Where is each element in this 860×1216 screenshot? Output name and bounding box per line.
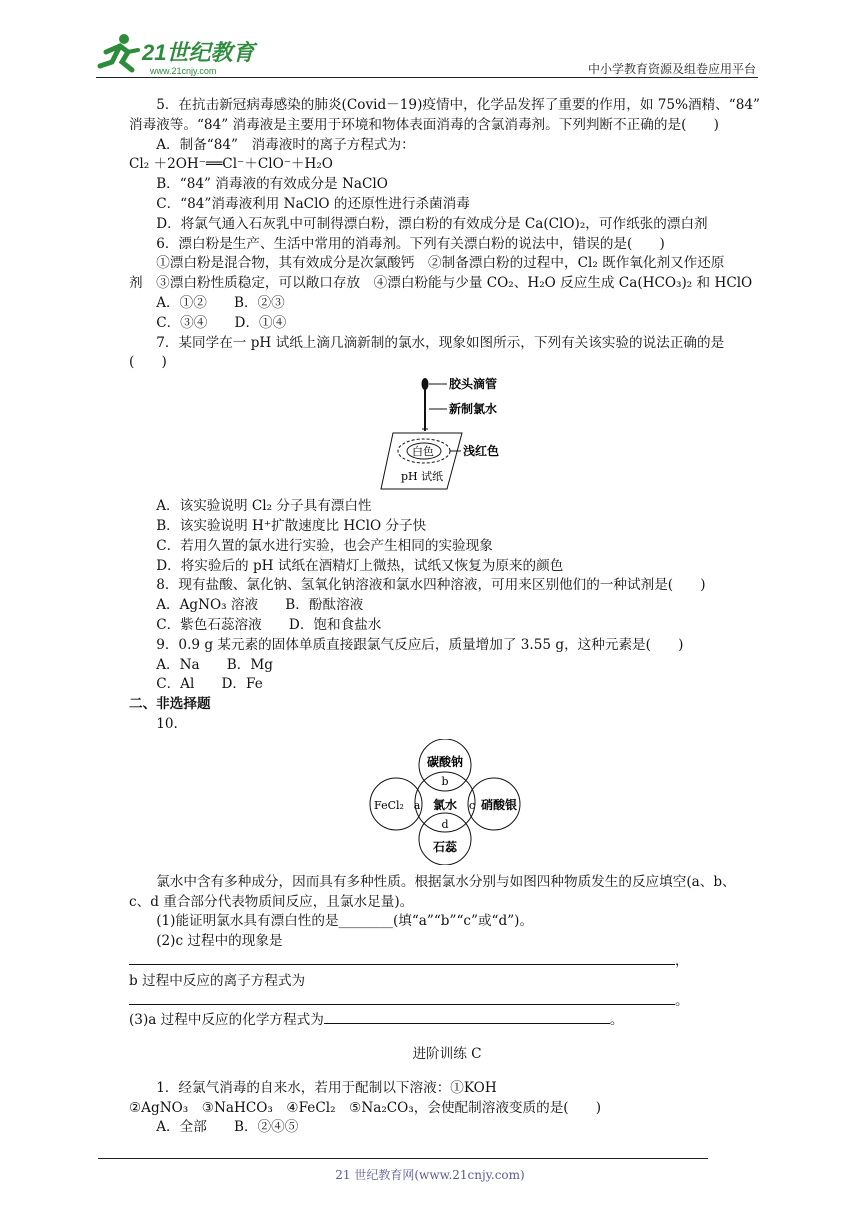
q5-option-a: A．制备“84” 消毒液时的离子方程式为： [156,136,415,153]
section-heading-c: 进阶训练 C [412,1046,482,1063]
q6-options-cd: C．③④ D．①④ [156,314,287,331]
q7-figure [129,375,765,493]
q10-sub3-end: 。 [609,1012,624,1029]
q7-option-b: B．该实验说明 H⁺扩散速度比 HClO 分子快 [156,517,427,534]
answer-blank-c[interactable] [129,952,675,965]
label-chlorine-water: 新制氯水 [449,402,498,417]
q10-figure [129,739,765,865]
q6-options-ab: A．①② B．②③ [156,294,285,311]
c1-stem-line1: 1．经氯气消毒的自来水，若用于配制以下溶液：①KOH [156,1079,497,1096]
label-fecl2: FeCl₂ [374,798,404,812]
label-silver-nitrate: 硝酸银 [480,797,518,812]
q10-number: 10. [156,715,178,732]
site-logo [92,32,262,78]
runner-icon [100,34,138,70]
q9-stem: 9．0.9 g 某元素的固体单质直接跟氯气反应后，质量增加了 3.55 g，这种元素是( ) [156,636,684,653]
q7-stem-line2: ( ) [129,354,167,371]
q10-text-line2: c、d 重合部分代表物质间反应，且氯水足量)。 [129,893,414,910]
q10-sub2-end: ， [675,952,689,969]
q5-stem-line1: 5．在抗击新冠病毒感染的肺炎(Covid－19)疫情中，化学品发挥了重要的作用，如 75%酒精、“84” [156,97,760,113]
label-light-red: 浅红色 [463,444,500,459]
q7-option-c: C．若用久置的氯水进行实验，也会产生相同的实验现象 [156,537,493,554]
label-dropper: 胶头滴管 [449,377,498,392]
chlorine-water-venn-diagram [129,739,765,865]
label-d: d [441,817,449,831]
footer-divider [98,1158,708,1159]
q10-sub1: (1)能证明氯水具有漂白性的是________(填“a”“b”“c”或“d”)。 [156,913,534,930]
label-c: c [468,798,476,812]
header-divider [96,77,758,78]
label-white: 白色 [412,445,434,459]
c1-options-ab: A．全部 B．②④⑤ [156,1119,299,1136]
q7-option-a: A．该实验说明 Cl₂ 分子具有漂白性 [156,498,372,515]
q6-statement-1: ①漂白粉是混合物，其有效成分是次氯酸钙 ②制备漂白粉的过程中，Cl₂ 既作氧化剂又作还原 [156,255,725,272]
label-litmus: 石蕊 [432,839,458,854]
section-heading-nonchoice: 二、非选择题 [129,696,211,713]
dropper-icon [422,378,429,431]
q10-sub3: (3)a 过程中反应的化学方程式为 [129,1012,324,1029]
q10-sub2b-end: 。 [675,992,689,1009]
footer-text: 21 世纪教育网(www.21cnjy.com) [335,1168,525,1182]
q10-sub2: (2)c 过程中的现象是 [156,933,283,950]
q6-stem: 6．漂白粉是生产、生活中常用的消毒剂。下列有关漂白粉的说法中，错误的是( ) [156,235,665,252]
q7-option-d: D．将实验后的 pH 试纸在酒精灯上微热，试纸又恢复为原来的颜色 [156,557,564,574]
label-ph-paper: pH 试纸 [401,470,444,484]
header-platform-text: 中小学教育资源及组卷应用平台 [587,62,756,76]
answer-blank-b[interactable] [129,992,675,1005]
q8-stem: 8．现有盐酸、氯化钠、氢氧化钠溶液和氯水四种溶液，可用来区别他们的一种试剂是( ) [156,577,706,594]
q5-option-c: C．“84”消毒液利用 NaClO 的还原性进行杀菌消毒 [156,195,470,212]
q5-option-b: B．“84” 消毒液的有效成分是 NaClO [156,176,388,193]
answer-blank-a[interactable] [324,1011,610,1024]
label-chlorine-water-center: 氯水 [432,797,458,812]
q10-sub3-line [129,1011,765,1031]
q7-stem-line1: 7．某同学在一 pH 试纸上滴几滴新制的氯水，现象如图所示，下列有关该实验的说法正确的是 [156,334,725,351]
q8-options-cd: C．紫色石蕊溶液 D．饱和食盐水 [156,616,382,633]
c1-stem-line2: ②AgNO₃ ③NaHCO₃ ④FeCl₂ ⑤Na₂CO₃，会使配制溶液变质的是( ) [129,1099,602,1116]
label-a: a [413,798,421,812]
q8-options-ab: A．AgNO₃ 溶液 B．酚酞溶液 [156,597,364,614]
q10-sub2b: b 过程中反应的离子方程式为 [129,972,306,989]
q5-option-a-equation: Cl₂ ＋2OH⁻══Cl⁻＋ClO⁻＋H₂O [129,156,333,173]
q10-text-line1: 氯水中含有多种成分，因而具有多种性质。根据氯水分别与如图四种物质发生的反应填空(a、b、 [156,873,736,890]
q5-option-d: D．将氯气通入石灰乳中可制得漂白粉，漂白粉的有效成分是 Ca(ClO)₂，可作纸张的漂白剂 [156,215,708,232]
label-b: b [441,774,449,788]
logo-text: 21世纪教育 [142,40,255,65]
label-sodium-carbonate: 碳酸钠 [426,754,464,769]
q10-sub2-answer-line[interactable] [129,952,765,972]
q9-options-cd: C．Al D．Fe [156,676,263,693]
q9-options-ab: A．Na B．Mg [156,656,273,673]
q6-statement-2: 剂 ③漂白粉性质稳定，可以敞口存放 ④漂白粉能与少量 CO₂、H₂O 反应生成 Ca(HCO₃)₂ 和 HClO [129,275,753,292]
logo-url: www.21cnjy.com [150,66,217,76]
ph-paper-diagram [129,375,765,493]
q5-stem-line2: 消毒液等。“84” 消毒液是主要用于环境和物体表面消毒的含氯消毒剂。下列判断不正确的是( ) [129,116,719,133]
q10-sub2b-answer-line[interactable] [129,992,765,1012]
document-body [129,96,765,1138]
